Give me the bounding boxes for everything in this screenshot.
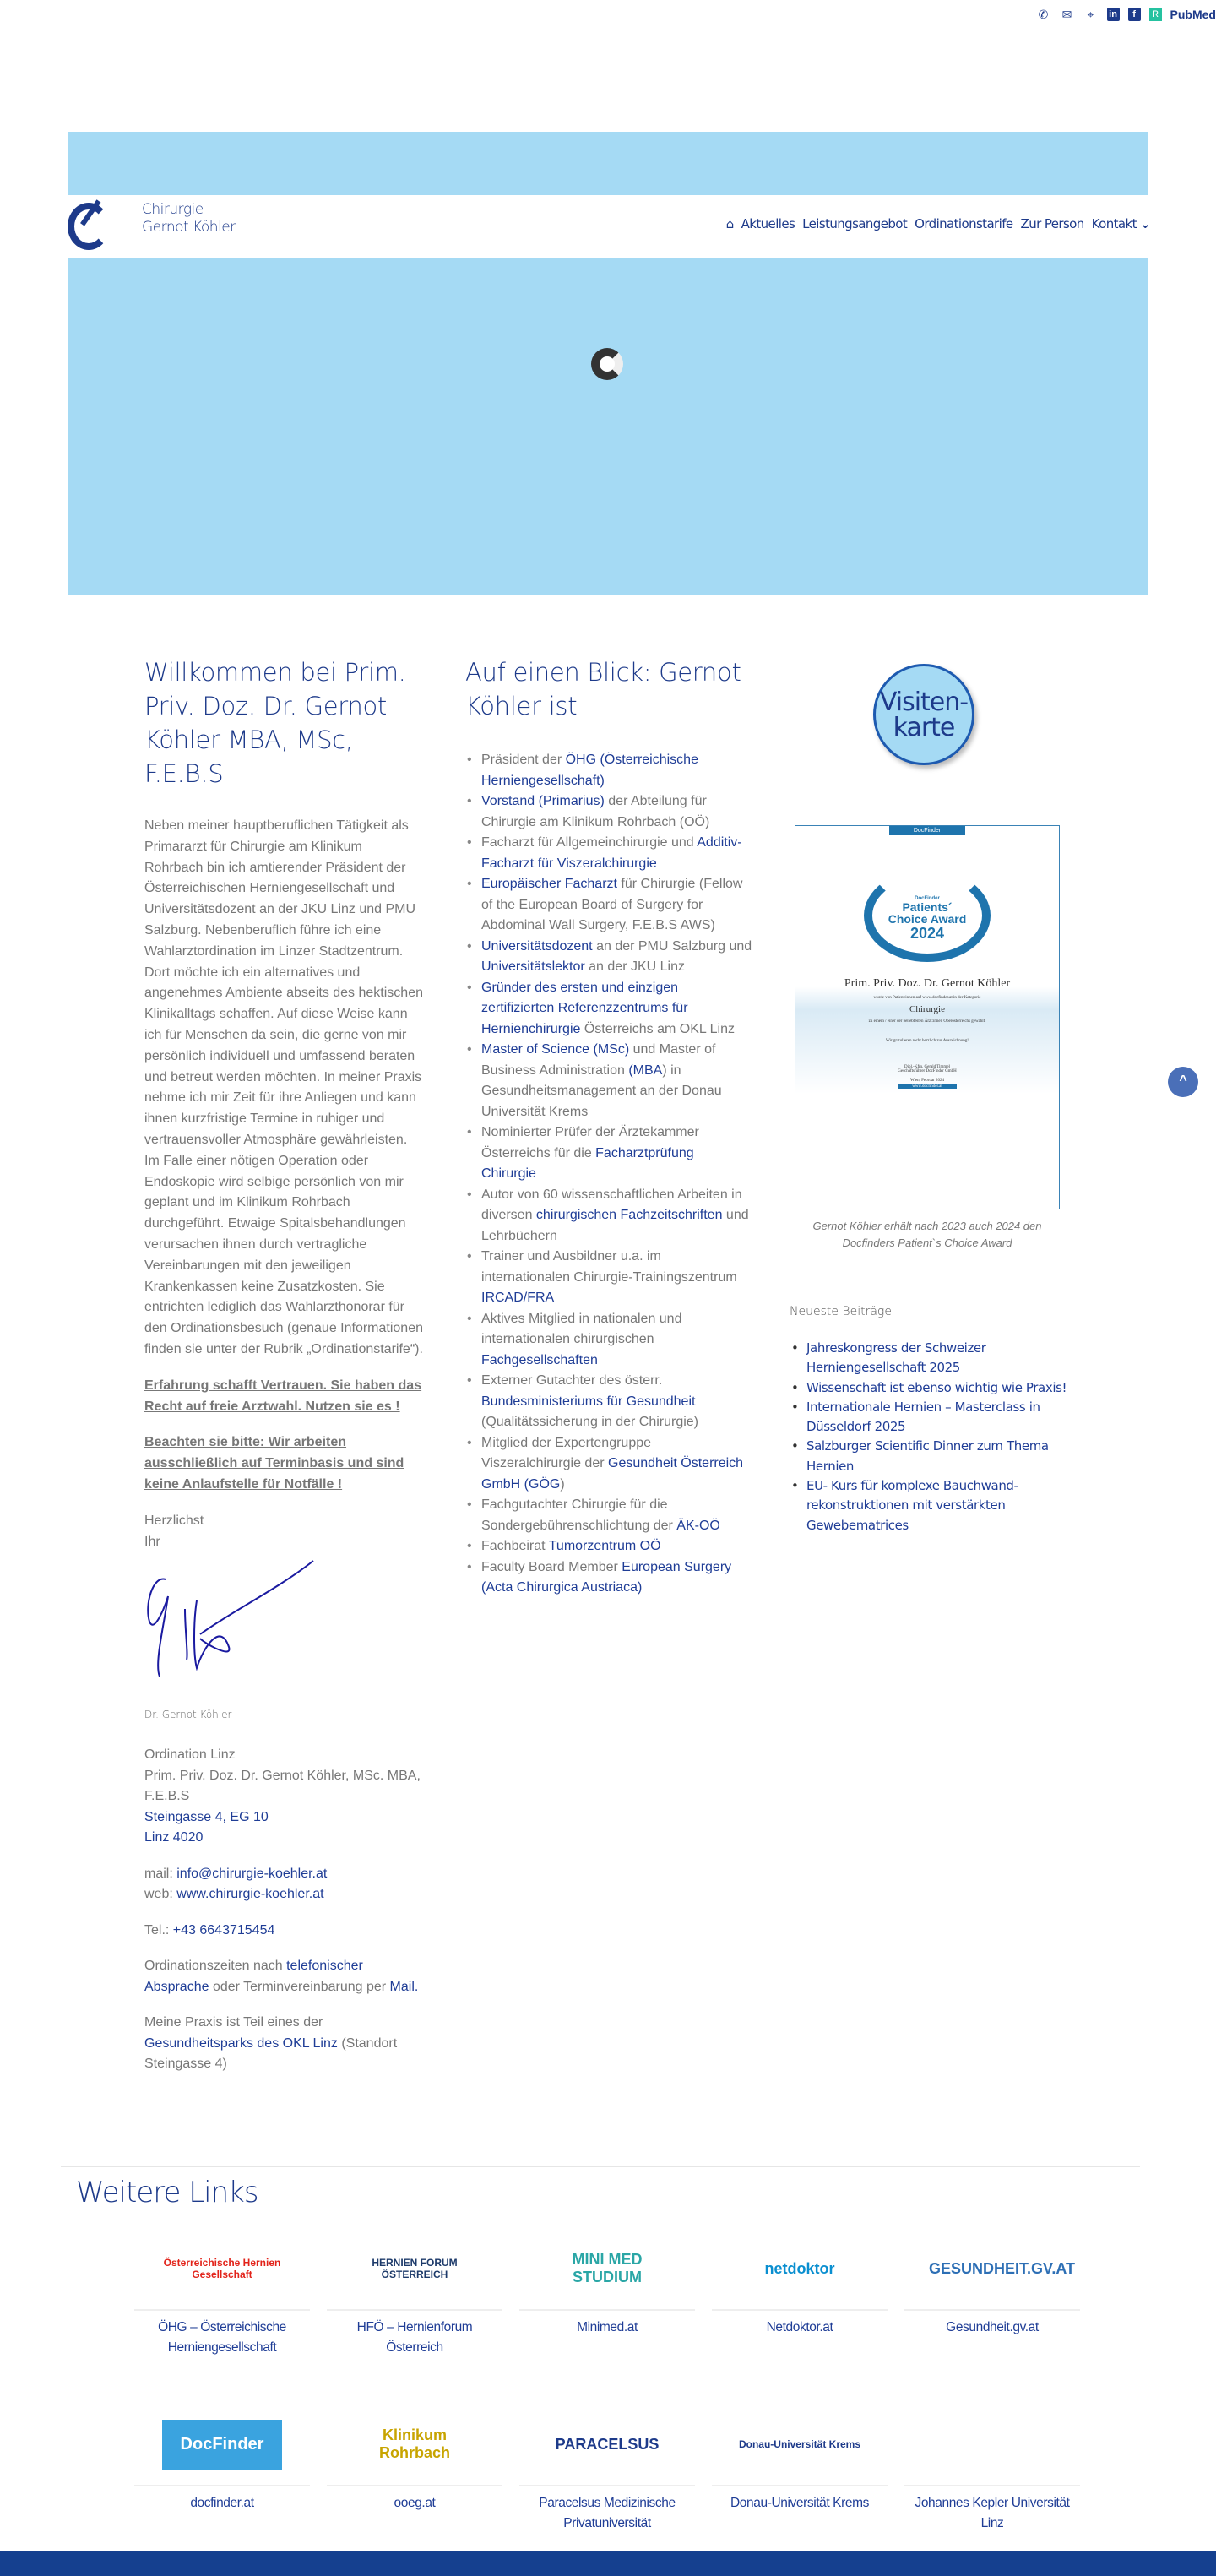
practice-title: Ordination Linz — [144, 1747, 236, 1762]
inline-link[interactable]: Tumorzentrum OÖ — [548, 1539, 661, 1553]
inline-text: Externer Gutachter des österr. — [481, 1373, 663, 1388]
partner-logo[interactable] — [134, 2238, 310, 2299]
glance-item — [465, 1536, 752, 1557]
certificate-caption: Gernot Köhler erhält nach 2023 auch 2024 den Docfinders Patient`s Choice Award — [812, 1220, 1042, 1249]
partner-link-card[interactable] — [519, 2238, 695, 2338]
ck-logo-mark — [68, 201, 132, 252]
partner-link-label[interactable]: ÖHG – Österreichische Herniengesellschaft — [134, 2309, 310, 2358]
visitenkarte-line-2: karte — [893, 713, 955, 742]
email-link[interactable]: info@chirurgie-koehler.at — [176, 1866, 328, 1881]
partner-link-label[interactable]: ooeg.at — [327, 2485, 502, 2514]
inline-text: (Qualitätssicherung in der Chirurgie) — [481, 1415, 698, 1429]
partner-link-label[interactable]: Johannes Kepler Universität Linz — [904, 2485, 1080, 2534]
further-links-title: Weitere Links — [76, 2176, 258, 2209]
greeting: Herzlichst — [144, 1513, 204, 1528]
partner-logo-text: PARACELSUS — [555, 2435, 660, 2453]
glance-item — [465, 874, 752, 937]
inline-link[interactable]: Europäischer Facharzt — [481, 877, 617, 891]
inline-link[interactable]: ÄK-OÖ — [676, 1518, 720, 1533]
nav-kontakt-label: Kontakt — [1091, 216, 1137, 231]
partner-link-label[interactable]: HFÖ – Hernienforum Österreich — [327, 2309, 502, 2358]
inline-text: an der JKU Linz — [584, 959, 685, 974]
partner-logo[interactable] — [134, 2414, 310, 2475]
address-street-link[interactable]: Steingasse 4, EG 10 — [144, 1809, 269, 1824]
welcome-section — [144, 655, 423, 1552]
glance-item — [465, 791, 752, 833]
partner-link-card[interactable] — [904, 2414, 1080, 2534]
cert-signer: Dipl.-Kfm. Gerald Timmel — [904, 1065, 950, 1069]
inline-text: Aktives Mitglied in nationalen und internationalen chirurgischen — [481, 1311, 682, 1346]
partner-logo-text: DocFinder — [162, 2420, 283, 2470]
partner-logo-text: Donau-Universität Krems — [738, 2438, 861, 2450]
inline-link[interactable]: (MBA — [628, 1062, 663, 1078]
partner-link-card[interactable] — [712, 2414, 888, 2514]
partner-logo[interactable] — [712, 2414, 888, 2475]
glance-list — [465, 750, 752, 1599]
inline-text: Meine Praxis ist Teil eines der — [144, 2015, 323, 2030]
cert-year: 2024 — [909, 925, 945, 942]
inline-link[interactable]: Gesundheit Österreich GmbH (GÖG — [481, 1456, 744, 1492]
scroll-to-top-button[interactable] — [1168, 1067, 1198, 1097]
inline-link[interactable]: Gesundheitsparks des OKL Linz — [144, 2035, 338, 2051]
inline-link[interactable]: European Surgery (Acta Chirurgica Austriaca) — [481, 1559, 732, 1595]
post-link[interactable]: • Salzburger Scientific Dinner zum Thema Hernien — [790, 1437, 1068, 1476]
partner-link-card[interactable] — [712, 2238, 888, 2338]
main-nav — [726, 216, 1150, 231]
inline-text: Fachgutachter Chirurgie für die Sondergebührenschlichtung der — [481, 1497, 677, 1533]
nav-leistungsangebot[interactable]: Leistungsangebot — [802, 216, 908, 231]
inline-link[interactable]: Fachgesellschaften — [481, 1352, 598, 1367]
inline-link[interactable]: Mail. — [389, 1979, 419, 1994]
partner-logo[interactable] — [904, 2238, 1080, 2299]
inline-text: Trainer und Ausbildner u.a. im internationalen Chirurgie-Trainingszentrum — [481, 1249, 737, 1285]
partner-logo-text: MINI MED STUDIUM — [572, 2251, 643, 2285]
inline-link[interactable]: Universitätsdozent — [481, 938, 593, 954]
cert-text-2: zu einem / einer der beliebtesten Ärzt:innen Oberösterreichs gewählt. — [868, 1019, 986, 1024]
inline-link[interactable]: Universitätslektor — [481, 959, 585, 974]
partner-link-card[interactable] — [519, 2414, 695, 2534]
partner-link-card[interactable] — [327, 2238, 502, 2358]
inline-text: Nominierter Prüfer der Ärztekammer Österreichs für die — [481, 1125, 699, 1160]
visitenkarte-button[interactable] — [873, 664, 974, 765]
award-certificate-image — [795, 825, 1060, 1209]
post-link[interactable]: • Jahreskongress der Schweizer Herniengesellschaft 2025 — [790, 1339, 1068, 1378]
partner-logo-text: netdoktor — [764, 2259, 835, 2277]
practice-doctor: Prim. Priv. Doz. Dr. Gernot Köhler, MSc. MBA, F.E.B.S — [144, 1768, 421, 1803]
greeting-ihr: Ihr — [144, 1534, 160, 1549]
cert-date: Wien, Februar 2024 — [910, 1079, 944, 1083]
post-link[interactable]: • Wissenschaft ist ebenso wichtig wie Praxis! — [790, 1378, 1068, 1398]
address-city-link[interactable]: Linz 4020 — [144, 1830, 204, 1845]
note-free-choice: Erfahrung schafft Vertrauen. Sie haben das Recht auf freie Arztwahl. Nutzen sie es ! — [144, 1378, 422, 1414]
pubmed-icon[interactable]: PubMed — [1170, 8, 1216, 21]
inline-text: Facharzt für Allgemeinchirurgie und — [481, 835, 698, 850]
inline-link[interactable]: IRCAD/FRA — [481, 1291, 555, 1305]
partner-logo-text: GESUNDHEIT.GV.AT — [929, 2259, 1076, 2277]
cert-header: DocFinder — [889, 826, 965, 835]
inline-text: (Standort Steingasse 4) — [144, 2035, 398, 2071]
nav-aktuelles[interactable]: Aktuelles — [741, 216, 795, 231]
at-a-glance-section — [465, 655, 752, 1599]
nav-ordinationstarife[interactable]: Ordinationstarife — [915, 216, 1013, 231]
glance-item — [465, 1040, 752, 1122]
cert-award-2: Choice Award — [888, 912, 967, 926]
glance-item — [465, 937, 752, 978]
nav-zur-person[interactable]: Zur Person — [1020, 216, 1084, 231]
inline-text: Mitglied der Expertengruppe Viszeralchirurgie der — [481, 1435, 652, 1470]
cert-name: Prim. Priv. Doz. Dr. Gernot Köhler — [844, 977, 1011, 990]
partner-logo[interactable] — [327, 2238, 502, 2299]
web-label: web: — [144, 1887, 177, 1901]
researchgate-icon[interactable]: R — [1149, 8, 1162, 21]
inline-text: ) — [560, 1476, 565, 1492]
inline-text: der Abteilung für Chirurgie am Klinikum Rohrbach (OÖ) — [481, 794, 710, 829]
inline-text: Autor von 60 wissenschaftlichen Arbeiten in diversen — [481, 1187, 742, 1222]
facebook-icon[interactable]: f — [1128, 8, 1141, 21]
glance-item — [465, 1557, 752, 1599]
location-icon[interactable]: ⌖ — [1087, 7, 1094, 21]
inline-text: an der PMU Salzburg und — [592, 938, 752, 954]
partner-link-label[interactable]: Paracelsus Medizinische Privatuniversität — [519, 2485, 695, 2534]
logo-line-1: Chirurgie — [142, 201, 204, 218]
partner-logo[interactable] — [519, 2414, 695, 2475]
partner-logo[interactable] — [904, 2414, 1080, 2475]
logo-line-2: Gernot Köhler — [142, 219, 236, 236]
loading-spinner-icon — [591, 348, 623, 380]
partner-link-card[interactable] — [327, 2414, 502, 2514]
glance-item — [465, 1371, 752, 1433]
cert-url: www.docfinder.at — [898, 1084, 957, 1089]
glance-item — [465, 1433, 752, 1496]
partner-logo[interactable] — [712, 2238, 888, 2299]
post-link[interactable]: • EU- Kurs für komplexe Bauchwand-rekonstruktionen mit verstärkten Gewebematrices — [790, 1476, 1068, 1535]
cert-signer-role: Geschäftsführer DocFinder GmbH — [898, 1069, 957, 1073]
glance-title: Auf einen Blick: Gernot Köhler ist — [465, 658, 741, 720]
tel-label: Tel.: — [144, 1922, 173, 1937]
partner-link-label[interactable]: docfinder.at — [134, 2485, 310, 2514]
opening-hours — [144, 1956, 423, 1997]
glance-item — [465, 1122, 752, 1185]
website-link[interactable]: www.chirurgie-koehler.at — [176, 1887, 324, 1901]
inline-text: und Lehrbüchern — [481, 1208, 749, 1243]
glance-item — [465, 833, 752, 874]
visitenkarte-line-1: Visiten- — [879, 687, 969, 717]
chevron-down-icon: ⌄ — [1140, 216, 1150, 231]
glance-item — [465, 1309, 752, 1372]
top-banner-band — [68, 132, 1148, 195]
signature — [144, 1554, 330, 1681]
partner-link-card[interactable] — [134, 2238, 310, 2358]
note-appointments: Beachten sie bitte: Wir arbeiten ausschließlich auf Terminbasis und sind keine Anlaufstelle für Notfälle ! — [144, 1435, 404, 1492]
inline-text: und Master of Business Administration — [481, 1042, 716, 1078]
partner-logo[interactable] — [519, 2238, 695, 2299]
nav-kontakt[interactable] — [1092, 216, 1150, 231]
phone-icon[interactable]: ✆ — [1038, 7, 1049, 21]
cert-congrats: Wir gratulieren recht herzlich zur Auszeichnung! — [886, 1039, 969, 1043]
signature-name: Dr. Gernot Köhler — [144, 1709, 232, 1720]
inline-text: Österreichs am OKL Linz — [580, 1021, 735, 1036]
post-link[interactable]: • Internationale Hernien – Masterclass in Düsseldorf 2025 — [790, 1398, 1068, 1437]
linkedin-icon[interactable]: in — [1107, 8, 1120, 21]
partner-link-card[interactable] — [904, 2238, 1080, 2338]
inline-link[interactable]: Facharztprüfung Chirurgie — [481, 1145, 694, 1181]
inline-link[interactable]: Vorstand (Primarius) — [481, 794, 605, 808]
phone-link[interactable]: +43 6643715454 — [172, 1922, 275, 1937]
inline-text: für Chirurgie (Fellow of the European Board of Surgery for Abdominal Wall Surgery, F.E.B.S AWS) — [481, 877, 743, 932]
health-park-note — [144, 2013, 423, 2075]
cert-brand: DocFinder — [915, 896, 940, 901]
top-social-bar — [1036, 3, 1216, 25]
inline-text: Faculty Board Member — [481, 1559, 622, 1574]
glance-item — [465, 1247, 752, 1309]
hero-slider — [68, 258, 1148, 595]
glance-item — [465, 1495, 752, 1536]
inline-text: Ordinationszeiten nach — [144, 1959, 287, 1973]
home-icon[interactable]: ⌂ — [725, 216, 734, 231]
chevron-up-icon: ^ — [1179, 1073, 1187, 1088]
glance-item — [465, 1185, 752, 1247]
inline-link[interactable]: Bundesministeriums für Gesundheit — [481, 1394, 696, 1409]
glance-item — [465, 750, 752, 791]
inline-text: oder Terminvereinbarung per — [209, 1979, 390, 1994]
partner-link-card[interactable] — [134, 2414, 310, 2514]
site-logo[interactable] — [68, 201, 236, 252]
inline-link[interactable]: Gründer des ersten und einzigen zertifizierten Referenzzentrums für Hernienchirurgie — [481, 980, 688, 1036]
partner-logo-text: HERNIEN FORUM ÖSTERREICH — [372, 2257, 458, 2280]
cert-text-1: wurde von Patient:innen auf www.docfinder.at in der Kategorie — [873, 996, 981, 1000]
partner-link-label[interactable]: Minimed.at — [519, 2309, 695, 2338]
welcome-title: Willkommen bei Prim. Priv. Doz. Dr. Gernot Köhler MBA, MSc, F.E.B.S — [144, 658, 406, 788]
partner-link-label[interactable]: Netdoktor.at — [712, 2309, 888, 2338]
contact-info — [144, 1745, 423, 2090]
inline-link[interactable]: chirurgischen Fachzeitschriften — [535, 1208, 723, 1222]
mail-icon[interactable]: ✉ — [1061, 7, 1072, 21]
partner-link-label[interactable]: Gesundheit.gv.at — [904, 2309, 1080, 2338]
inline-link[interactable]: Master of Science (MSc) — [481, 1042, 630, 1057]
inline-link[interactable]: ÖHG (Österreichische Herniengesellschaft) — [481, 753, 698, 788]
inline-link[interactable]: Additiv- Facharzt für Viszeralchirurgie — [481, 835, 742, 871]
partner-logo-text: Österreichische Hernien Gesellschaft — [163, 2257, 281, 2280]
latest-posts — [790, 1305, 1068, 1535]
partner-logo[interactable] — [327, 2414, 502, 2475]
inline-link[interactable]: telefonischer Absprache — [144, 1959, 363, 1994]
section-divider — [61, 2166, 1140, 2167]
partner-link-label[interactable]: Donau-Universität Krems — [712, 2485, 888, 2514]
footer-bar — [0, 2551, 1216, 2576]
latest-posts-title: Neueste Beiträge — [790, 1305, 892, 1318]
mail-label: mail: — [144, 1866, 177, 1881]
laurel-wreath-icon — [864, 869, 991, 962]
cert-category: Chirurgie — [909, 1004, 945, 1014]
glance-item — [465, 978, 752, 1041]
inline-text: Fachbeirat — [481, 1539, 549, 1553]
welcome-text: Neben meiner hauptberuflichen Tätigkeit als Primararzt für Chirurgie am Klinikum Rohrbach bin ich amtierender Präsident der Österreichischen Herniengesellschaft und Universitätsdozent an der JKU Linz und PMU Salzburg. Nebenberuflich führe ich eine Wahlarztordination im Linzer Stadtzentrum. Dort möchte ich ein alternatives und angenehmes Ambiente abseits des hektischen Klinikalltags schaffen. Auf diese Weise kann ich für Menschen da sein, die gerne von mir persönlich individuell und umfassend beraten und betreut werden möchten. In meiner Praxis nehme ich mir Zeit für ihre Anliegen und kann ihnen kurzfristige Termine in ruhiger und vertrauensvoller Atmosphäre gewährleisten. Im Falle einer nötigen Operation oder Endoskopie wird selbige persönlich von mir geplant und im Klinikum Rohrbach durchgeführt. Etwaige Spitalsbehandlungen verursachen ihnen durch vertragliche Vereinbarungen mit den jeweiligen Krankenkassen keine Zusatzkosten. Sie entrichten lediglich das Wahlarzthonorar für den Ordinationsbesuch (genaue Informationen finden sie unter der Rubrik „Ordinationstarife“). — [144, 818, 423, 1356]
cert-award-1: Patients´ — [902, 900, 953, 914]
partner-logo-text: Klinikum Rohrbach — [378, 2427, 450, 2461]
inline-text: Präsident der — [481, 753, 566, 767]
inline-text: ) in Gesundheitsmanagement an der Donau Universität Krems — [481, 1062, 722, 1119]
